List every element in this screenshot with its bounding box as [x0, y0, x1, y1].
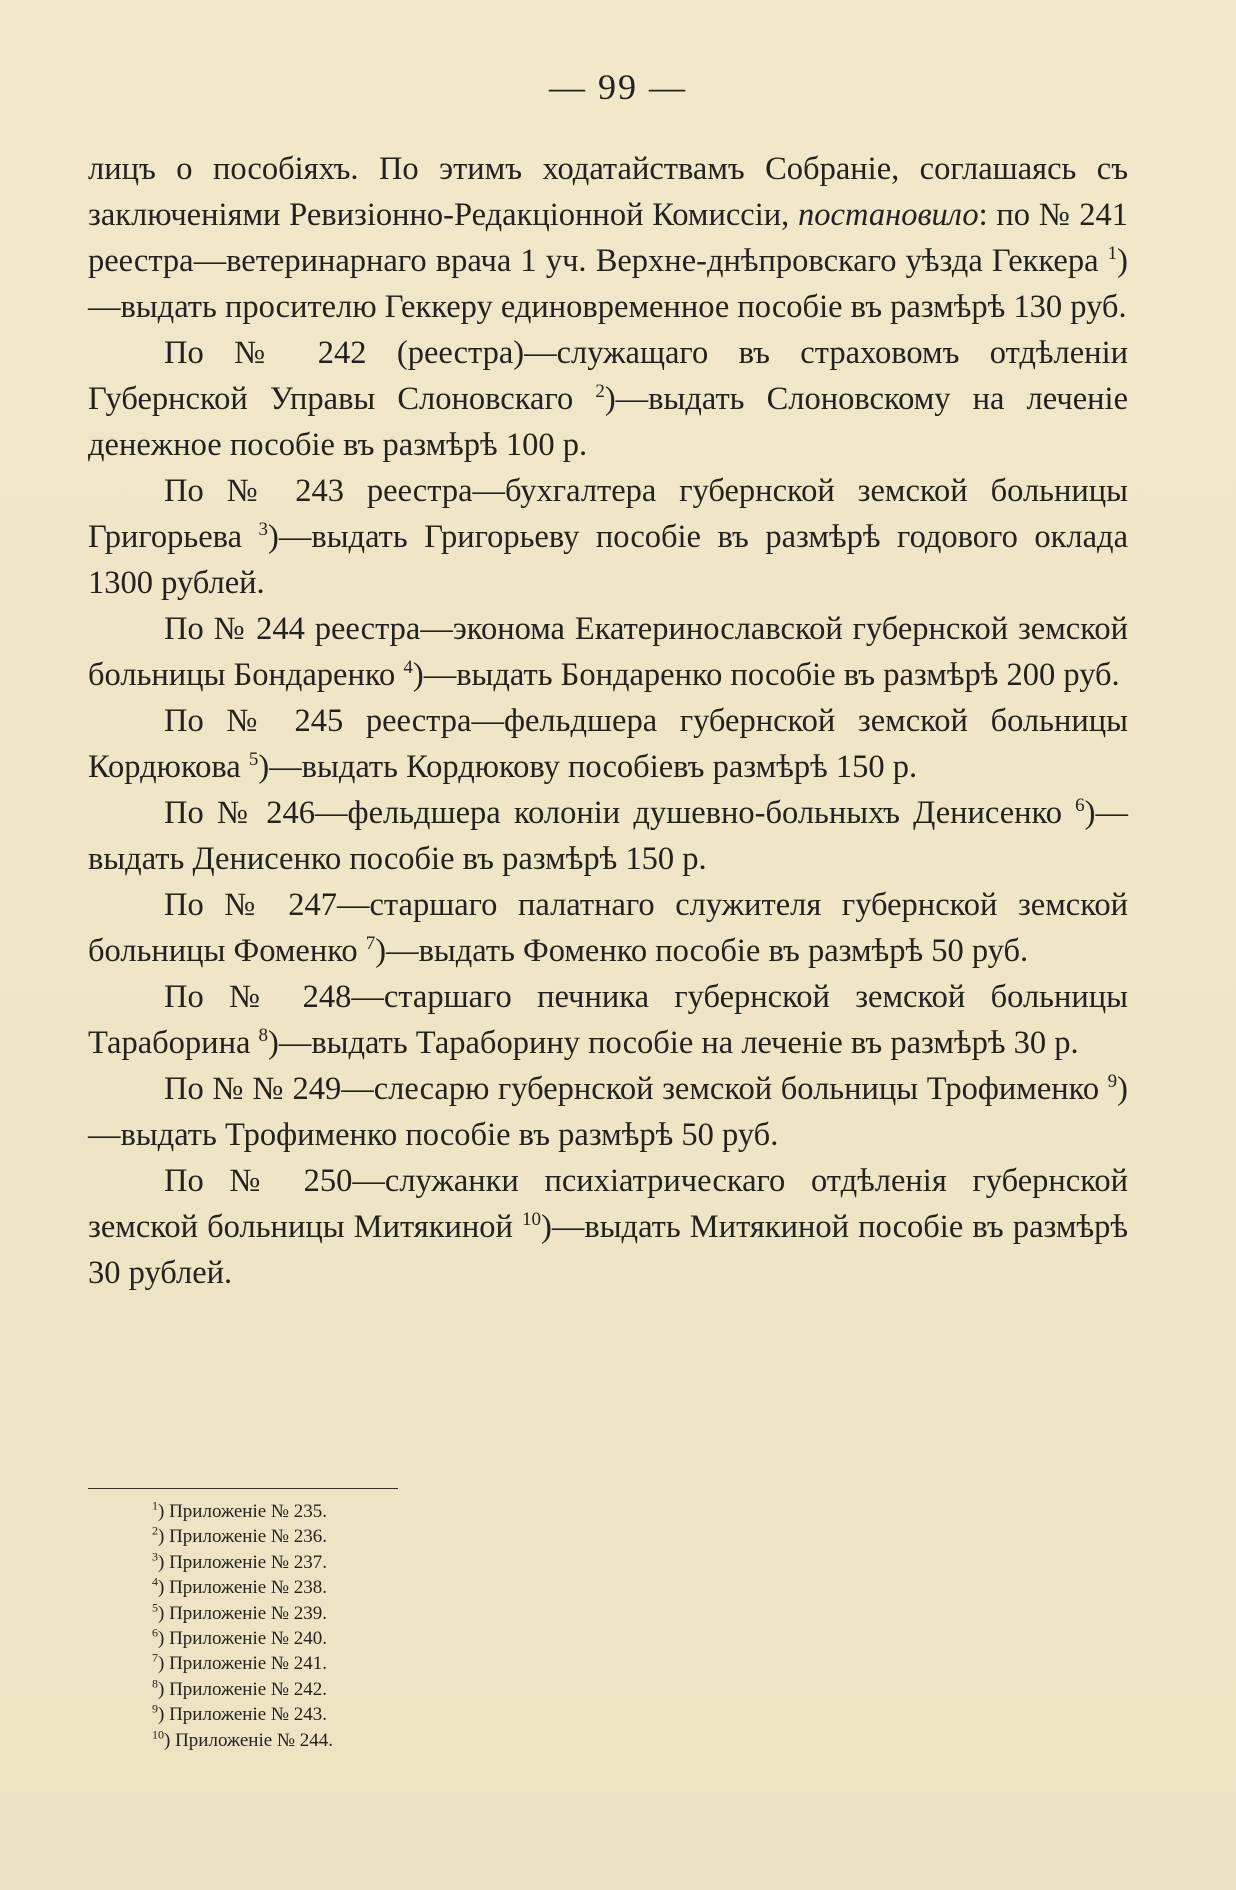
- paragraph-2-tail: )—выдать Слоновскому на леченіе денежное пособіе въ размѣрѣ 100 р.: [88, 381, 1128, 463]
- footnote-ref-7: 7: [365, 933, 376, 955]
- paragraph-6: [88, 790, 1128, 882]
- footnote-text-4: ) Приложеніе № 238.: [158, 1577, 328, 1599]
- footnote-ref-3: 3: [258, 519, 269, 541]
- paragraph-2: [88, 330, 1128, 468]
- footnote-ref-5: 5: [248, 749, 259, 771]
- footnote-4: [152, 1575, 333, 1600]
- footnotes-list: [152, 1499, 333, 1753]
- footnote-8: [152, 1677, 333, 1702]
- paragraph-6-tail: )—выдать Денисенко пособіе въ размѣрѣ 150 р.: [88, 795, 1128, 877]
- footnote-divider: [88, 1488, 398, 1489]
- footnote-3: [152, 1550, 333, 1575]
- footnote-ref-8: 8: [258, 1025, 269, 1047]
- footnote-ref-10: 10: [522, 1209, 542, 1231]
- footnote-text-5: ) Приложеніе № 239.: [158, 1602, 328, 1624]
- footnote-mark-1: 1: [152, 1498, 158, 1513]
- paragraph-9-main: По № № 249—слесарю губернской земской больницы Трофименко: [164, 1071, 1108, 1107]
- footnote-9: [152, 1702, 333, 1727]
- paragraph-3: [88, 468, 1128, 606]
- paragraph-6-main: По № 246—фельдшера колоніи душевно-больныхъ Денисенко: [164, 795, 1076, 831]
- footnote-mark-4: 4: [152, 1574, 158, 1589]
- footnote-7: [152, 1651, 333, 1676]
- footnote-mark-5: 5: [152, 1600, 158, 1615]
- footnote-text-10: ) Приложеніе № 244.: [164, 1729, 334, 1751]
- footnote-1: [152, 1499, 333, 1524]
- footnote-text-9: ) Приложеніе № 243.: [158, 1704, 328, 1726]
- paragraph-8: [88, 974, 1128, 1066]
- footnote-text-1: ) Приложеніе № 235.: [158, 1501, 328, 1522]
- paragraph-4-main: По № 244 реестра—эконома Екатеринославской губернской земской больницы Бондаренко: [88, 611, 1128, 693]
- footnote-text-8: ) Приложеніе № 242.: [158, 1678, 328, 1700]
- footnote-5: [152, 1601, 333, 1626]
- footnote-mark-9: 9: [152, 1701, 158, 1716]
- paragraph-10: [88, 1158, 1128, 1296]
- footnote-6: [152, 1626, 333, 1651]
- footnote-ref-6: 6: [1075, 795, 1085, 817]
- page-number: — 99 —: [549, 67, 687, 107]
- paragraph-1-italic: постановило: [798, 197, 979, 233]
- footnote-mark-3: 3: [152, 1549, 158, 1564]
- paragraph-1-main: : по № 241 реестра—ветеринарнаго врача 1 уч. Верхне-днѣпровскаго уѣзда Геккера: [88, 197, 1128, 279]
- paragraph-7-tail: )—выдать Фоменко пособіе въ размѣрѣ 50 руб.: [375, 933, 1029, 969]
- paragraph-1-tail: )—выдать просителю Геккеру единовременное пособіе въ размѣрѣ 130 руб.: [88, 243, 1128, 325]
- paragraph-5-main: По № 245 реестра—фельдшера губернской земской больницы Кордюкова: [88, 703, 1128, 785]
- paragraph-1: [88, 146, 1128, 330]
- footnote-ref-4: 4: [403, 657, 413, 679]
- footnote-2: [152, 1524, 333, 1549]
- paragraph-9-tail: )—выдать Трофименко пособіе въ размѣрѣ 50 руб.: [88, 1071, 1128, 1153]
- footnote-text-2: ) Приложеніе № 236.: [158, 1526, 328, 1548]
- footnote-mark-10: 10: [152, 1727, 164, 1742]
- paragraph-10-main: По № 250—служанки психіатрическаго отдѣленія губернской земской больницы Митякиной: [88, 1163, 1128, 1245]
- footnote-mark-8: 8: [152, 1676, 158, 1691]
- paragraph-5-tail: )—выдать Кордюкову пособіевъ размѣрѣ 150 р.: [258, 749, 918, 785]
- body-text: [88, 146, 1128, 1296]
- footnote-mark-6: 6: [152, 1625, 158, 1640]
- paragraph-7-main: По № 247—старшаго палатнаго служителя губернской земской больницы Фоменко: [88, 887, 1128, 969]
- footnote-ref-1: 1: [1107, 243, 1118, 265]
- paragraph-8-tail: )—выдать Тараборину пособіе на леченіе въ размѣрѣ 30 р.: [268, 1025, 1079, 1061]
- paragraph-2-main: По № 242 (реестра)—служащаго въ страховомъ отдѣленіи Губернской Управы Слоновскаго: [88, 335, 1128, 417]
- footnote-mark-2: 2: [152, 1524, 158, 1539]
- paragraph-7: [88, 882, 1128, 974]
- paragraph-5: [88, 698, 1128, 790]
- paragraph-4: [88, 606, 1128, 698]
- paragraph-9: [88, 1066, 1128, 1158]
- paragraph-10-tail: )—выдать Митякиной пособіе въ размѣрѣ 30 рублей.: [88, 1209, 1128, 1291]
- footnote-10: [152, 1728, 333, 1753]
- paragraph-3-tail: )—выдать Григорьеву пособіе въ размѣрѣ годового оклада 1300 рублей.: [88, 519, 1128, 601]
- footnote-mark-7: 7: [152, 1651, 158, 1666]
- paragraph-1-prefix: лицъ о пособіяхъ. По этимъ ходатайствамъ Собраніе, соглашаясь съ заключеніями Ревизіонно-Редакціонной Комиссіи,: [88, 151, 1128, 233]
- footnote-text-7: ) Приложеніе № 241.: [158, 1653, 328, 1675]
- paragraph-8-main: По № 248—старшаго печника губернской земской больницы Тараборина: [88, 979, 1128, 1061]
- footnote-ref-9: 9: [1107, 1071, 1118, 1093]
- footnote-text-3: ) Приложеніе № 237.: [158, 1551, 328, 1573]
- footnote-ref-2: 2: [595, 381, 605, 403]
- paragraph-3-main: По № 243 реестра—бухгалтера губернской земской больницы Григорьева: [88, 473, 1128, 555]
- footnote-text-6: ) Приложеніе № 240.: [158, 1628, 328, 1650]
- paragraph-4-tail: )—выдать Бондаренко пособіе въ размѣрѣ 200 руб.: [412, 657, 1120, 693]
